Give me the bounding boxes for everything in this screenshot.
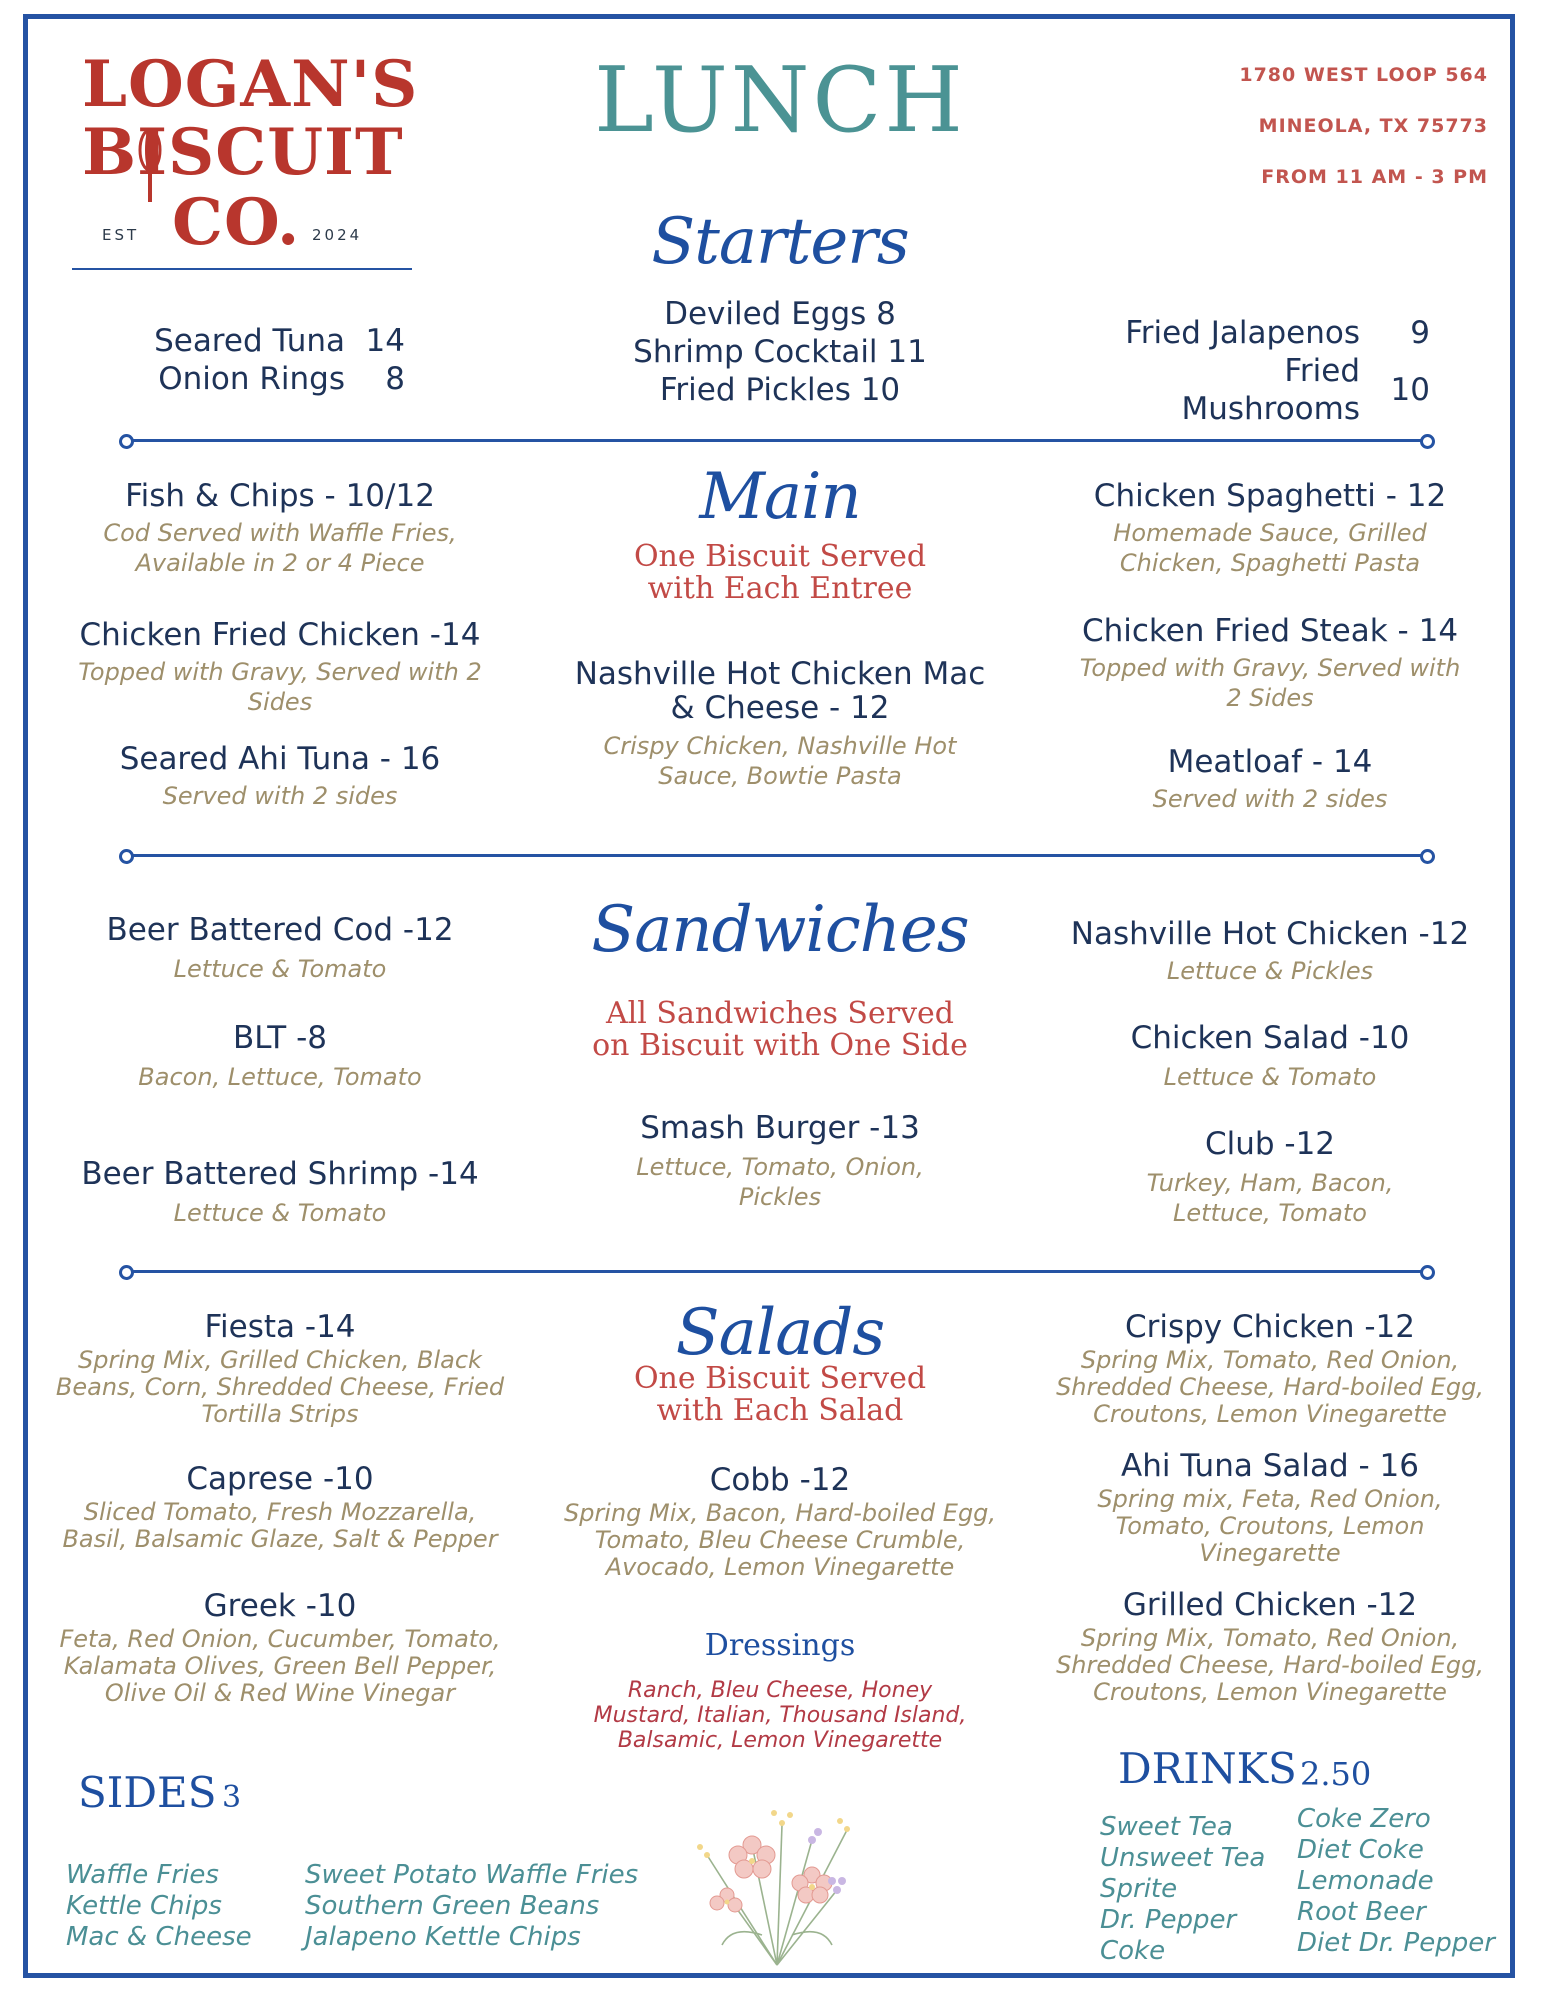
item-desc: Avocado, Lemon Vinegarette <box>605 1553 955 1581</box>
list-item: Diet Coke <box>1297 1835 1424 1865</box>
item-desc: Turkey, Ham, Bacon, <box>1146 1169 1394 1197</box>
sandwiches-left-item-3 <box>40 1156 520 1228</box>
list-item: Root Beer <box>1297 1897 1426 1927</box>
item-name: & Cheese - 12 <box>670 690 890 726</box>
whisk-icon <box>136 128 164 204</box>
item-desc: Spring Mix, Bacon, Hard-boiled Egg, <box>563 1499 997 1527</box>
salads-heading: Salads <box>675 1296 885 1370</box>
item-name: Chicken Spaghetti - 12 <box>1093 478 1447 514</box>
item-name: Chicken Fried Chicken -14 <box>79 617 481 653</box>
item-desc: 2 Sides <box>1226 684 1314 712</box>
address-city: MINEOLA, TX 75773 <box>1258 115 1488 137</box>
floral-bouquet-icon <box>672 1785 882 1970</box>
sandwiches-right-item-2 <box>1030 1020 1510 1092</box>
item-desc: Shredded Cheese, Hard-boiled Egg, <box>1056 1373 1484 1401</box>
note-line: One Biscuit Served <box>633 1361 927 1396</box>
note-line: All Sandwiches Served <box>606 996 954 1031</box>
starters-right-list <box>1100 314 1430 428</box>
item-desc: Tomato, Bleu Cheese Crumble, <box>594 1526 966 1554</box>
salads-left-item-2 <box>30 1461 530 1553</box>
business-hours: FROM 11 AM - 3 PM <box>1261 166 1488 188</box>
item-desc: Bacon, Lettuce, Tomato <box>138 1063 422 1091</box>
address-street: 1780 WEST LOOP 564 <box>1239 64 1488 86</box>
item-desc: Kalamata Olives, Green Bell Pepper, <box>63 1652 497 1680</box>
sandwiches-right-item-1 <box>1030 916 1510 986</box>
sides-col-1 <box>66 1860 252 1953</box>
drinks-heading: DRINKS <box>1118 1744 1297 1793</box>
sides-price: 3 <box>222 1780 242 1815</box>
salads-right-item-3 <box>1030 1587 1510 1706</box>
brand-line-2: BISCUIT <box>82 115 404 190</box>
item-name: Nashville Hot Chicken -12 <box>1070 916 1470 952</box>
main-left-item-3 <box>40 741 520 811</box>
sandwiches-left-item-2 <box>40 1020 520 1092</box>
list-item: Sprite <box>1100 1874 1178 1904</box>
brand-line-1: LOGAN'S <box>82 47 419 122</box>
main-heading: Main <box>699 460 861 534</box>
item-name: Meatloaf - 14 <box>1167 744 1373 780</box>
est-year: 2024 <box>312 226 363 244</box>
item-name: Nashville Hot Chicken Mac <box>574 656 986 692</box>
item-desc: Tomato, Croutons, Lemon <box>1115 1512 1425 1540</box>
item-name: Greek -10 <box>203 1588 357 1624</box>
main-right-item-2 <box>1030 613 1510 713</box>
list-item <box>1100 352 1430 428</box>
item-price: 9 <box>1410 315 1430 351</box>
item-desc: Spring mix, Feta, Red Onion, <box>1097 1485 1443 1513</box>
salads-left-item-3 <box>30 1588 530 1707</box>
list-item <box>150 360 405 398</box>
item-name: Smash Burger -13 <box>640 1110 920 1146</box>
item-desc: Pickles <box>738 1183 822 1211</box>
item-name: Beer Battered Shrimp -14 <box>81 1156 479 1192</box>
starters-heading: Starters <box>651 205 909 279</box>
est-label: EST <box>102 226 140 244</box>
list-item: Coke <box>1100 1936 1166 1966</box>
list-item: Sweet Tea <box>1100 1812 1233 1842</box>
list-item: Diet Dr. Pepper <box>1297 1928 1495 1958</box>
item-desc: Basil, Balsamic Glaze, Salt & Pepper <box>62 1525 498 1553</box>
item-desc: Available in 2 or 4 Piece <box>135 549 425 577</box>
item-name: Ahi Tuna Salad - 16 <box>1121 1448 1419 1484</box>
list-item: Coke Zero <box>1297 1804 1431 1834</box>
dressings-line: Balsamic, Lemon Vinegarette <box>617 1728 943 1753</box>
item-desc: Spring Mix, Tomato, Red Onion, <box>1080 1346 1460 1374</box>
list-item: Deviled Eggs 8 <box>664 296 896 332</box>
sandwiches-left-item-1 <box>40 912 520 984</box>
item-name: Beer Battered Cod -12 <box>106 912 454 948</box>
section-divider <box>119 433 1435 447</box>
item-desc: Croutons, Lemon Vinegarette <box>1093 1678 1447 1706</box>
note-line: on Biscuit with One Side <box>592 1028 968 1063</box>
note-line: One Biscuit Served <box>633 539 927 574</box>
main-center-item <box>540 657 1020 791</box>
main-right-item-1 <box>1030 478 1510 578</box>
item-desc: Spring Mix, Grilled Chicken, Black <box>78 1346 482 1374</box>
item-name: Seared Ahi Tuna - 16 <box>119 741 441 777</box>
sandwiches-note <box>540 998 1020 1062</box>
address-block <box>1128 50 1488 203</box>
item-desc: Topped with Gravy, Served with <box>1079 654 1461 682</box>
list-item <box>1100 314 1430 352</box>
list-item: Unsweet Tea <box>1100 1843 1266 1873</box>
item-name: Fried Jalapenos <box>1125 315 1360 351</box>
page-title: LUNCH <box>594 48 966 153</box>
item-desc: Lettuce & Tomato <box>173 1199 387 1227</box>
item-name: Crispy Chicken -12 <box>1124 1309 1416 1345</box>
drinks-col-2 <box>1297 1804 1495 1959</box>
item-desc: Lettuce & Pickles <box>1166 957 1374 985</box>
item-desc: Beans, Corn, Shredded Cheese, Fried <box>55 1373 505 1401</box>
item-desc: Vinegarette <box>1199 1539 1341 1567</box>
section-divider <box>119 1264 1435 1278</box>
list-item: Dr. Pepper <box>1100 1905 1237 1935</box>
salads-right-item-2 <box>1030 1448 1510 1567</box>
list-item: Jalapeno Kettle Chips <box>305 1922 581 1952</box>
main-left-item-1 <box>40 478 520 578</box>
list-item: Fried Pickles 10 <box>659 372 901 408</box>
main-right-item-3 <box>1030 744 1510 814</box>
item-desc: Lettuce, Tomato, Onion, <box>636 1153 924 1181</box>
sandwiches-right-item-3 <box>1030 1126 1510 1228</box>
main-note <box>560 541 1000 605</box>
main-left-item-2 <box>40 617 520 717</box>
item-name: Fish & Chips - 10/12 <box>125 478 435 514</box>
item-desc: Sides <box>247 688 313 716</box>
item-desc: Homemade Sauce, Grilled <box>1113 519 1427 547</box>
item-desc: Sauce, Bowtie Pasta <box>658 762 902 790</box>
item-name: Grilled Chicken -12 <box>1122 1587 1418 1623</box>
salads-center-item <box>530 1462 1030 1581</box>
sides-col-2 <box>305 1860 638 1953</box>
note-line: with Each Salad <box>656 1393 904 1428</box>
item-price: 8 <box>385 361 405 397</box>
item-desc: Lettuce & Tomato <box>1163 1063 1377 1091</box>
logo-underline <box>72 268 412 270</box>
sides-heading: SIDES <box>78 1768 217 1817</box>
salads-note <box>560 1363 1000 1427</box>
brand-line-3: CO. <box>172 185 301 260</box>
item-name: Fried Mushrooms <box>1181 353 1360 427</box>
item-name: Seared Tuna <box>154 323 345 359</box>
list-item: Lemonade <box>1297 1866 1434 1896</box>
item-desc: Lettuce & Tomato <box>173 955 387 983</box>
item-desc: Sliced Tomato, Fresh Mozzarella, <box>83 1498 477 1526</box>
list-item <box>150 322 405 360</box>
starters-left-list <box>150 322 405 398</box>
salads-left-item-1 <box>30 1309 530 1428</box>
item-name: Club -12 <box>1204 1126 1336 1162</box>
sandwiches-center-item <box>540 1110 1020 1212</box>
item-desc: Feta, Red Onion, Cucumber, Tomato, <box>59 1625 501 1653</box>
dressings-line: Mustard, Italian, Thousand Island, <box>593 1703 967 1728</box>
item-desc: Olive Oil & Red Wine Vinegar <box>104 1679 456 1707</box>
item-price: 14 <box>365 323 405 359</box>
note-line: with Each Entree <box>647 571 913 606</box>
item-desc: Chicken, Spaghetti Pasta <box>1119 549 1421 577</box>
item-name: Caprese -10 <box>186 1461 374 1497</box>
section-divider <box>119 848 1435 862</box>
item-desc: Served with 2 sides <box>162 782 398 810</box>
sandwiches-heading: Sandwiches <box>591 893 969 967</box>
drinks-price: 2.50 <box>1300 1755 1372 1793</box>
dressings-heading: Dressings <box>704 1628 856 1663</box>
list-item: Waffle Fries <box>66 1860 219 1890</box>
item-name: Cobb -12 <box>709 1462 851 1498</box>
list-item: Mac & Cheese <box>66 1922 252 1952</box>
dressings-list <box>560 1678 1000 1753</box>
item-desc: Lettuce, Tomato <box>1173 1199 1367 1227</box>
brand-logo <box>72 47 419 276</box>
item-name: Onion Rings <box>158 361 345 397</box>
item-name: BLT -8 <box>233 1020 327 1056</box>
item-desc: Spring Mix, Tomato, Red Onion, <box>1080 1624 1460 1652</box>
salads-right-item-1 <box>1030 1309 1510 1428</box>
item-desc: Cod Served with Waffle Fries, <box>103 519 457 547</box>
item-desc: Shredded Cheese, Hard-boiled Egg, <box>1056 1651 1484 1679</box>
list-item: Shrimp Cocktail 11 <box>633 334 927 370</box>
list-item: Kettle Chips <box>66 1891 222 1921</box>
starters-center-list <box>560 295 1000 409</box>
list-item: Sweet Potato Waffle Fries <box>305 1860 639 1890</box>
item-desc: Topped with Gravy, Served with 2 <box>78 658 482 686</box>
item-desc: Crispy Chicken, Nashville Hot <box>603 732 957 760</box>
item-desc: Served with 2 sides <box>1152 785 1388 813</box>
item-name: Fiesta -14 <box>204 1309 356 1345</box>
item-desc: Tortilla Strips <box>201 1400 359 1428</box>
item-name: Chicken Fried Steak - 14 <box>1081 613 1459 649</box>
item-desc: Croutons, Lemon Vinegarette <box>1093 1400 1447 1428</box>
list-item: Southern Green Beans <box>305 1891 600 1921</box>
drinks-col-1 <box>1100 1812 1265 1967</box>
item-price: 10 <box>1390 372 1430 408</box>
dressings-line: Ranch, Bleu Cheese, Honey <box>627 1678 933 1703</box>
item-name: Chicken Salad -10 <box>1130 1020 1410 1056</box>
